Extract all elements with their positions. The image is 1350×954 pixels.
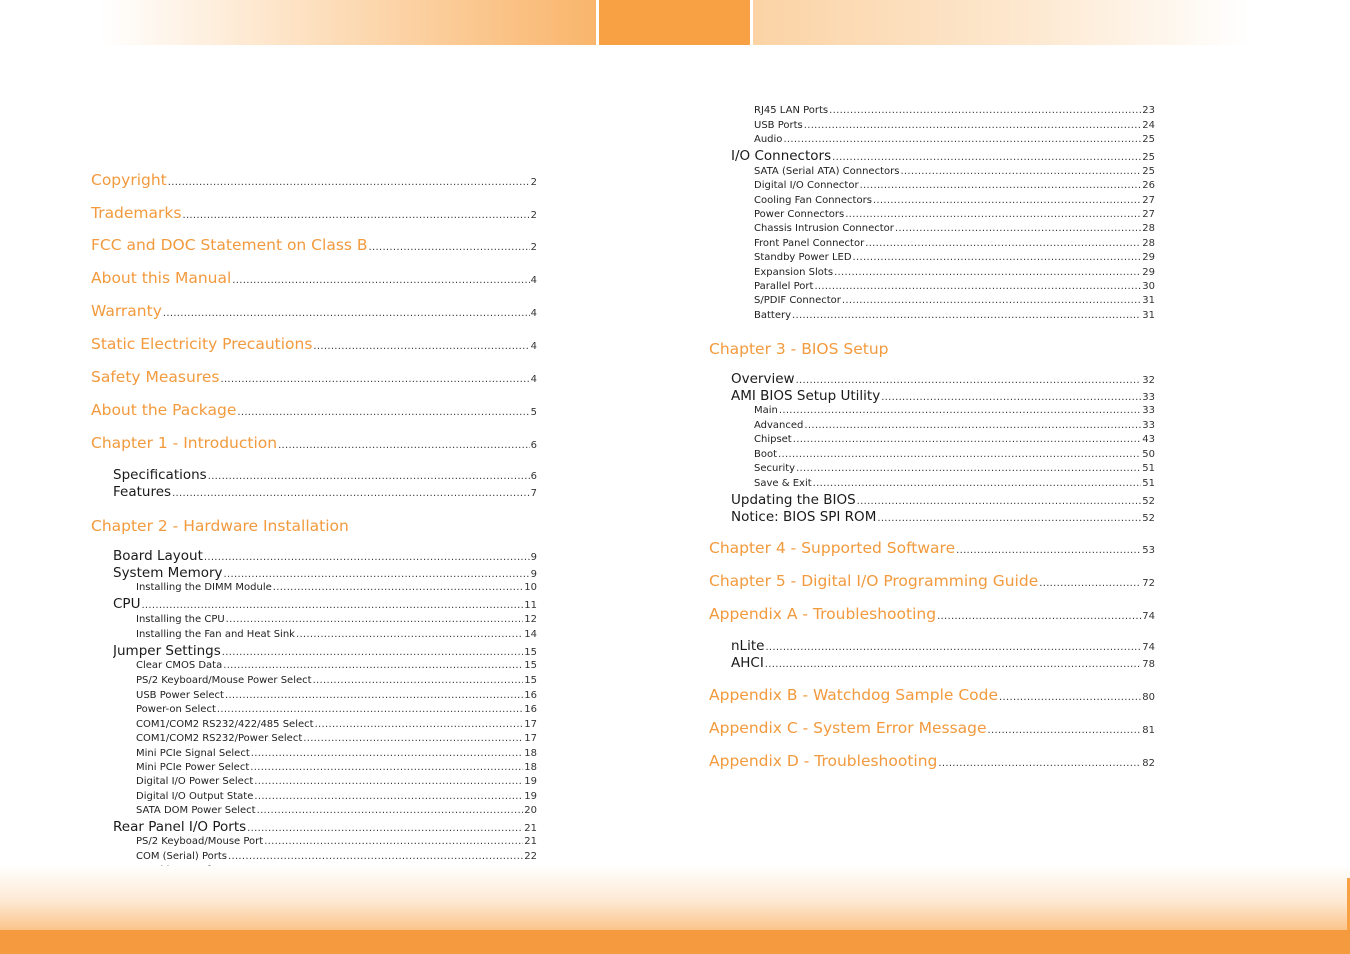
toc-entry-i-o-connectors[interactable] bbox=[731, 148, 1155, 164]
toc-leader-dots bbox=[254, 776, 523, 787]
toc-entry-page: 9 bbox=[530, 551, 537, 563]
toc-leader-dots bbox=[895, 223, 1141, 234]
toc-entry-ps-2-keyboad-mouse-port[interactable] bbox=[136, 836, 537, 847]
header-left-band bbox=[100, 0, 596, 45]
toc-entry-board-layout[interactable] bbox=[113, 548, 537, 564]
toc-leader-dots bbox=[237, 407, 529, 418]
toc-leader-dots bbox=[814, 281, 1141, 292]
toc-entry-chassis-intrusion-connector[interactable] bbox=[754, 223, 1155, 234]
toc-entry-title: About the Package bbox=[91, 401, 237, 419]
toc-entry-cooling-fan-connectors[interactable] bbox=[754, 195, 1155, 206]
toc-leader-dots bbox=[778, 449, 1141, 460]
toc-entry-save-exit[interactable] bbox=[754, 478, 1155, 489]
toc-leader-dots bbox=[938, 758, 1141, 769]
toc-leader-dots bbox=[865, 238, 1141, 249]
toc-entry-mini-pcie-power-select[interactable] bbox=[136, 762, 537, 773]
toc-entry-digital-i-o-output-state[interactable] bbox=[136, 791, 537, 802]
toc-entry-page: 16 bbox=[524, 703, 537, 715]
toc-leader-dots bbox=[224, 569, 530, 580]
toc-entry-title: USB Power Select bbox=[136, 689, 224, 701]
toc-entry-title: Jumper Settings bbox=[113, 642, 221, 659]
toc-leader-dots bbox=[313, 675, 524, 686]
toc-entry-audio[interactable] bbox=[754, 134, 1155, 145]
toc-entry-power-on-select[interactable] bbox=[136, 704, 537, 715]
toc-entry-page: 4 bbox=[530, 275, 537, 286]
toc-entry-title: Clear CMOS Data bbox=[136, 659, 223, 671]
toc-entry-page: 53 bbox=[1142, 545, 1155, 556]
toc-leader-dots bbox=[832, 152, 1141, 163]
toc-leader-dots bbox=[783, 134, 1141, 145]
toc-entry-overview[interactable] bbox=[731, 371, 1155, 387]
toc-entry-page: 4 bbox=[530, 308, 537, 319]
toc-leader-dots bbox=[222, 647, 523, 658]
toc-entry-title: SATA (Serial ATA) Connectors bbox=[754, 165, 900, 177]
toc-entry-page: 31 bbox=[1142, 309, 1155, 321]
toc-entry-installing-the-cpu[interactable] bbox=[136, 614, 537, 625]
toc-leader-dots bbox=[232, 275, 529, 286]
toc-entry-title: Chapter 4 - Supported Software bbox=[709, 539, 956, 557]
toc-entry-title: Copyright bbox=[91, 171, 167, 189]
toc-leader-dots bbox=[254, 791, 523, 802]
toc-entry-title: Appendix C - System Error Message bbox=[709, 719, 987, 737]
toc-entry-page: 27 bbox=[1142, 208, 1155, 220]
toc-leader-dots bbox=[873, 195, 1141, 206]
toc-entry-advanced[interactable] bbox=[754, 420, 1155, 431]
toc-entry-title: Power Connectors bbox=[754, 208, 845, 220]
toc-leader-dots bbox=[1039, 578, 1141, 589]
toc-entry-appendix-d-troubleshooting[interactable] bbox=[709, 752, 1155, 770]
toc-entry-jumper-settings[interactable] bbox=[113, 643, 537, 659]
toc-entry-title: AHCI bbox=[731, 654, 764, 671]
toc-entry-title: About this Manual bbox=[91, 269, 232, 287]
toc-entry-page: 19 bbox=[524, 790, 537, 802]
toc-entry-title: S/PDIF Connector bbox=[754, 294, 841, 306]
toc-entry-fcc-and-doc-statement-on-class-b[interactable] bbox=[91, 236, 537, 254]
toc-leader-dots bbox=[765, 659, 1141, 670]
toc-entry-title: Specifications bbox=[113, 466, 207, 483]
toc-heading-chapter-2-hardware-installation: Chapter 2 - Hardware Installation bbox=[91, 517, 349, 535]
toc-entry-features[interactable] bbox=[113, 484, 537, 500]
toc-leader-dots bbox=[857, 496, 1142, 507]
toc-entry-page: 22 bbox=[524, 850, 537, 862]
toc-entry-title: Advanced bbox=[754, 419, 804, 431]
toc-entry-title: Battery bbox=[754, 309, 792, 321]
toc-entry-sata-serial-ata-connectors[interactable] bbox=[754, 166, 1155, 177]
toc-entry-main[interactable] bbox=[754, 405, 1155, 416]
toc-leader-dots bbox=[900, 166, 1141, 177]
toc-entry-title: Chapter 1 - Introduction bbox=[91, 434, 278, 452]
toc-entry-title: Appendix B - Watchdog Sample Code bbox=[709, 686, 999, 704]
toc-entry-title: Appendix D - Troubleshooting bbox=[709, 752, 938, 770]
toc-entry-page: 51 bbox=[1142, 462, 1155, 474]
toc-entry-standby-power-led[interactable] bbox=[754, 252, 1155, 263]
toc-entry-rear-panel-i-o-ports[interactable] bbox=[113, 819, 537, 835]
toc-entry-page: 2 bbox=[530, 242, 537, 253]
toc-entry-page: 74 bbox=[1142, 611, 1155, 622]
toc-leader-dots bbox=[804, 120, 1142, 131]
toc-leader-dots bbox=[208, 471, 530, 482]
toc-leader-dots bbox=[141, 600, 523, 611]
toc-entry-title: Digital I/O Connector bbox=[754, 179, 859, 191]
toc-entry-digital-i-o-connector[interactable] bbox=[754, 180, 1155, 191]
toc-entry-page: 9 bbox=[530, 568, 537, 580]
toc-entry-title: RJ45 LAN Ports bbox=[754, 104, 829, 116]
toc-leader-dots bbox=[956, 545, 1141, 556]
toc-entry-page: 24 bbox=[1142, 119, 1155, 131]
toc-entry-page: 15 bbox=[524, 674, 537, 686]
toc-entry-title: Front Panel Connector bbox=[754, 237, 865, 249]
toc-entry-chapter-5-digital-i-o-programming-guide[interactable] bbox=[709, 572, 1155, 590]
toc-entry-ps-2-keyboard-mouse-power-select[interactable] bbox=[136, 675, 537, 686]
toc-entry-page: 82 bbox=[1142, 758, 1155, 769]
toc-entry-rj45-lan-ports[interactable] bbox=[754, 105, 1155, 116]
toc-leader-dots bbox=[172, 488, 530, 499]
toc-leader-dots bbox=[182, 210, 529, 221]
toc-entry-page: 78 bbox=[1142, 658, 1155, 670]
toc-leader-dots bbox=[877, 513, 1141, 524]
toc-entry-title: Trademarks bbox=[91, 204, 182, 222]
toc-entry-clear-cmos-data[interactable] bbox=[136, 660, 537, 671]
toc-entry-cpu[interactable] bbox=[113, 596, 537, 612]
toc-entry-page: 18 bbox=[524, 761, 537, 773]
toc-entry-title: nLite bbox=[731, 637, 765, 654]
toc-entry-static-electricity-precautions[interactable] bbox=[91, 335, 537, 353]
toc-entry-page: 23 bbox=[1142, 104, 1155, 116]
toc-entry-page: 81 bbox=[1142, 725, 1155, 736]
toc-leader-dots bbox=[250, 762, 523, 773]
toc-entry-page: 26 bbox=[1142, 179, 1155, 191]
toc-entry-title: Main bbox=[754, 404, 778, 416]
toc-leader-dots bbox=[247, 823, 523, 834]
toc-entry-s-pdif-connector[interactable] bbox=[754, 295, 1155, 306]
toc-entry-front-panel-connector[interactable] bbox=[754, 238, 1155, 249]
toc-entry-page: 4 bbox=[530, 374, 537, 385]
toc-entry-title: I/O Connectors bbox=[731, 147, 832, 164]
toc-leader-dots bbox=[168, 177, 530, 188]
toc-entry-title: Expansion Slots bbox=[754, 266, 834, 278]
toc-entry-ami-bios-setup-utility[interactable] bbox=[731, 388, 1155, 404]
toc-entry-title: COM1/COM2 RS232/422/485 Select bbox=[136, 718, 314, 730]
toc-entry-trademarks[interactable] bbox=[91, 204, 537, 222]
toc-entry-title: PS/2 Keyboad/Mouse Port bbox=[136, 835, 264, 847]
toc-leader-dots bbox=[278, 440, 530, 451]
toc-entry-about-this-manual[interactable] bbox=[91, 269, 537, 287]
toc-entry-page: 2 bbox=[530, 177, 537, 188]
toc-leader-dots bbox=[223, 660, 523, 671]
toc-entry-updating-the-bios[interactable] bbox=[731, 492, 1155, 508]
toc-entry-page: 80 bbox=[1142, 692, 1155, 703]
toc-leader-dots bbox=[226, 614, 524, 625]
toc-entry-safety-measures[interactable] bbox=[91, 368, 537, 386]
toc-entry-chapter-4-supported-software[interactable] bbox=[709, 539, 1155, 557]
toc-entry-title: Appendix A - Troubleshooting bbox=[709, 605, 937, 623]
toc-leader-dots bbox=[273, 582, 523, 593]
toc-entry-title: Notice: BIOS SPI ROM bbox=[731, 508, 877, 525]
toc-entry-digital-i-o-power-select[interactable] bbox=[136, 776, 537, 787]
toc-entry-title: Overview bbox=[731, 370, 795, 387]
toc-entry-title: COM1/COM2 RS232/Power Select bbox=[136, 732, 303, 744]
toc-entry-page: 5 bbox=[530, 407, 537, 418]
toc-entry-chipset[interactable] bbox=[754, 434, 1155, 445]
toc-entry-battery[interactable] bbox=[754, 310, 1155, 321]
toc-entry-title: Parallel Port bbox=[754, 280, 814, 292]
toc-leader-dots bbox=[834, 267, 1141, 278]
toc-leader-dots bbox=[264, 836, 523, 847]
toc-entry-specifications[interactable] bbox=[113, 467, 537, 483]
toc-entry-title: Features bbox=[113, 483, 172, 500]
toc-entry-page: 50 bbox=[1142, 448, 1155, 460]
toc-entry-title: Chipset bbox=[754, 433, 792, 445]
toc-entry-installing-the-fan-and-heat-sink[interactable] bbox=[136, 629, 537, 640]
toc-entry-title: Digital I/O Power Select bbox=[136, 775, 254, 787]
toc-entry-page: 27 bbox=[1142, 194, 1155, 206]
toc-entry-page: 33 bbox=[1142, 391, 1155, 403]
toc-leader-dots bbox=[829, 105, 1141, 116]
toc-entry-title: System Memory bbox=[113, 564, 223, 581]
toc-entry-page: 31 bbox=[1142, 294, 1155, 306]
toc-entry-page: 25 bbox=[1142, 151, 1155, 163]
toc-entry-title: Save & Exit bbox=[754, 477, 812, 489]
toc-entry-title: Cooling Fan Connectors bbox=[754, 194, 872, 206]
toc-entry-chapter-1-introduction[interactable] bbox=[91, 434, 537, 452]
toc-entry-appendix-a-troubleshooting[interactable] bbox=[709, 605, 1155, 623]
toc-entry-title: Boot bbox=[754, 448, 778, 460]
toc-entry-page: 51 bbox=[1142, 477, 1155, 489]
toc-entry-com1-com2-rs232-422-485-select[interactable] bbox=[136, 719, 537, 730]
toc-entry-com-serial-ports[interactable] bbox=[136, 851, 537, 862]
toc-entry-page: 25 bbox=[1142, 165, 1155, 177]
toc-entry-title: Installing the DIMM Module bbox=[136, 581, 272, 593]
toc-leader-dots bbox=[842, 295, 1141, 306]
toc-entry-title: Chapter 5 - Digital I/O Programming Guide bbox=[709, 572, 1039, 590]
toc-entry-title: Chassis Intrusion Connector bbox=[754, 222, 894, 234]
toc-entry-installing-the-dimm-module[interactable] bbox=[136, 582, 537, 593]
toc-entry-page: 43 bbox=[1142, 433, 1155, 445]
toc-entry-page: 2 bbox=[530, 210, 537, 221]
header-tab bbox=[599, 0, 750, 45]
toc-entry-title: Board Layout bbox=[113, 547, 203, 564]
toc-entry-page: 21 bbox=[524, 822, 537, 834]
toc-leader-dots bbox=[881, 392, 1141, 403]
toc-entry-page: 21 bbox=[524, 835, 537, 847]
toc-leader-dots bbox=[228, 851, 523, 862]
toc-entry-page: 6 bbox=[530, 470, 537, 482]
toc-entry-page: 10 bbox=[524, 581, 537, 593]
toc-entry-title: Audio bbox=[754, 133, 783, 145]
toc-leader-dots bbox=[796, 375, 1142, 386]
toc-entry-title: PS/2 Keyboard/Mouse Power Select bbox=[136, 674, 312, 686]
toc-entry-page: 28 bbox=[1142, 237, 1155, 249]
toc-entry-title: COM (Serial) Ports bbox=[136, 850, 227, 862]
footer-bar bbox=[0, 930, 1350, 954]
toc-leader-dots bbox=[937, 611, 1141, 622]
toc-leader-dots bbox=[369, 242, 530, 253]
toc-entry-page: 7 bbox=[530, 487, 537, 499]
toc-leader-dots bbox=[251, 748, 524, 759]
toc-entry-title: Installing the CPU bbox=[136, 613, 225, 625]
toc-leader-dots bbox=[999, 692, 1141, 703]
toc-entry-page: 29 bbox=[1142, 251, 1155, 263]
toc-entry-page: 52 bbox=[1142, 512, 1155, 524]
toc-entry-appendix-b-watchdog-sample-code[interactable] bbox=[709, 686, 1155, 704]
toc-entry-about-the-package[interactable] bbox=[91, 401, 537, 419]
toc-entry-page: 17 bbox=[524, 732, 537, 744]
toc-entry-boot[interactable] bbox=[754, 449, 1155, 460]
toc-entry-expansion-slots[interactable] bbox=[754, 267, 1155, 278]
toc-entry-page: 72 bbox=[1142, 578, 1155, 589]
toc-leader-dots bbox=[793, 434, 1142, 445]
toc-entry-page: 12 bbox=[524, 613, 537, 625]
toc-entry-usb-power-select[interactable] bbox=[136, 690, 537, 701]
header-right-band bbox=[753, 0, 1250, 45]
toc-leader-dots bbox=[163, 308, 530, 319]
toc-heading-chapter-3-bios-setup: Chapter 3 - BIOS Setup bbox=[709, 340, 889, 358]
toc-entry-page: 29 bbox=[1142, 266, 1155, 278]
toc-leader-dots bbox=[257, 805, 524, 816]
toc-entry-com1-com2-rs232-power-select[interactable] bbox=[136, 733, 537, 744]
toc-leader-dots bbox=[779, 405, 1141, 416]
toc-entry-copyright[interactable] bbox=[91, 171, 537, 189]
toc-leader-dots bbox=[845, 209, 1141, 220]
toc-entry-title: Mini PCIe Signal Select bbox=[136, 747, 250, 759]
toc-entry-power-connectors[interactable] bbox=[754, 209, 1155, 220]
toc-entry-page: 4 bbox=[530, 341, 537, 352]
toc-entry-ahci[interactable] bbox=[731, 655, 1155, 671]
toc-entry-page: 52 bbox=[1142, 495, 1155, 507]
toc-entry-title: FCC and DOC Statement on Class B bbox=[91, 236, 368, 254]
toc-entry-parallel-port[interactable] bbox=[754, 281, 1155, 292]
toc-entry-page: 18 bbox=[524, 747, 537, 759]
toc-leader-dots bbox=[796, 463, 1141, 474]
toc-entry-page: 33 bbox=[1142, 404, 1155, 416]
toc-entry-page: 15 bbox=[524, 659, 537, 671]
toc-entry-page: 33 bbox=[1142, 419, 1155, 431]
toc-leader-dots bbox=[220, 374, 529, 385]
toc-entry-title: Installing the Fan and Heat Sink bbox=[136, 628, 295, 640]
toc-entry-title: AMI BIOS Setup Utility bbox=[731, 387, 881, 404]
toc-entry-nlite[interactable] bbox=[731, 638, 1155, 654]
toc-leader-dots bbox=[804, 420, 1141, 431]
toc-entry-page: 11 bbox=[524, 599, 537, 611]
toc-leader-dots bbox=[217, 704, 523, 715]
toc-leader-dots bbox=[853, 252, 1142, 263]
toc-entry-title: Safety Measures bbox=[91, 368, 220, 386]
toc-entry-title: Digital I/O Output State bbox=[136, 790, 254, 802]
toc-entry-title: SATA DOM Power Select bbox=[136, 804, 256, 816]
toc-entry-page: 15 bbox=[524, 646, 537, 658]
toc-leader-dots bbox=[765, 642, 1141, 653]
toc-entry-title: Standby Power LED bbox=[754, 251, 852, 263]
toc-leader-dots bbox=[813, 478, 1142, 489]
toc-entry-usb-ports[interactable] bbox=[754, 120, 1155, 131]
toc-leader-dots bbox=[792, 310, 1141, 321]
toc-entry-title: CPU bbox=[113, 595, 141, 612]
toc-entry-warranty[interactable] bbox=[91, 302, 537, 320]
toc-entry-system-memory[interactable] bbox=[113, 565, 537, 581]
toc-entry-page: 28 bbox=[1142, 222, 1155, 234]
toc-entry-page: 17 bbox=[524, 718, 537, 730]
toc-entry-title: USB Ports bbox=[754, 119, 803, 131]
toc-entry-page: 6 bbox=[530, 440, 537, 451]
toc-leader-dots bbox=[303, 733, 523, 744]
toc-entry-page: 32 bbox=[1142, 374, 1155, 386]
toc-entry-title: Rear Panel I/O Ports bbox=[113, 818, 247, 835]
toc-entry-title: Power-on Select bbox=[136, 703, 216, 715]
toc-entry-appendix-c-system-error-message[interactable] bbox=[709, 719, 1155, 737]
toc-leader-dots bbox=[296, 629, 523, 640]
toc-entry-security[interactable] bbox=[754, 463, 1155, 474]
toc-entry-title: Warranty bbox=[91, 302, 162, 320]
toc-leader-dots bbox=[988, 725, 1142, 736]
toc-entry-page: 19 bbox=[524, 775, 537, 787]
toc-entry-page: 14 bbox=[524, 628, 537, 640]
toc-entry-title: Mini PCIe Power Select bbox=[136, 761, 250, 773]
toc-entry-notice-bios-spi-rom[interactable] bbox=[731, 509, 1155, 525]
toc-entry-page: 25 bbox=[1142, 133, 1155, 145]
toc-entry-page: 30 bbox=[1142, 280, 1155, 292]
toc-entry-page: 20 bbox=[524, 804, 537, 816]
toc-leader-dots bbox=[313, 341, 529, 352]
toc-leader-dots bbox=[860, 180, 1142, 191]
footer-fade bbox=[0, 866, 1350, 930]
toc-entry-title: Security bbox=[754, 462, 796, 474]
toc-entry-mini-pcie-signal-select[interactable] bbox=[136, 748, 537, 759]
toc-entry-title: Static Electricity Precautions bbox=[91, 335, 313, 353]
toc-leader-dots bbox=[204, 552, 530, 563]
toc-entry-title: Updating the BIOS bbox=[731, 491, 856, 508]
toc-entry-sata-dom-power-select[interactable] bbox=[136, 805, 537, 816]
toc-entry-page: 74 bbox=[1142, 641, 1155, 653]
toc-leader-dots bbox=[225, 690, 523, 701]
toc-entry-page: 16 bbox=[524, 689, 537, 701]
toc-leader-dots bbox=[315, 719, 524, 730]
